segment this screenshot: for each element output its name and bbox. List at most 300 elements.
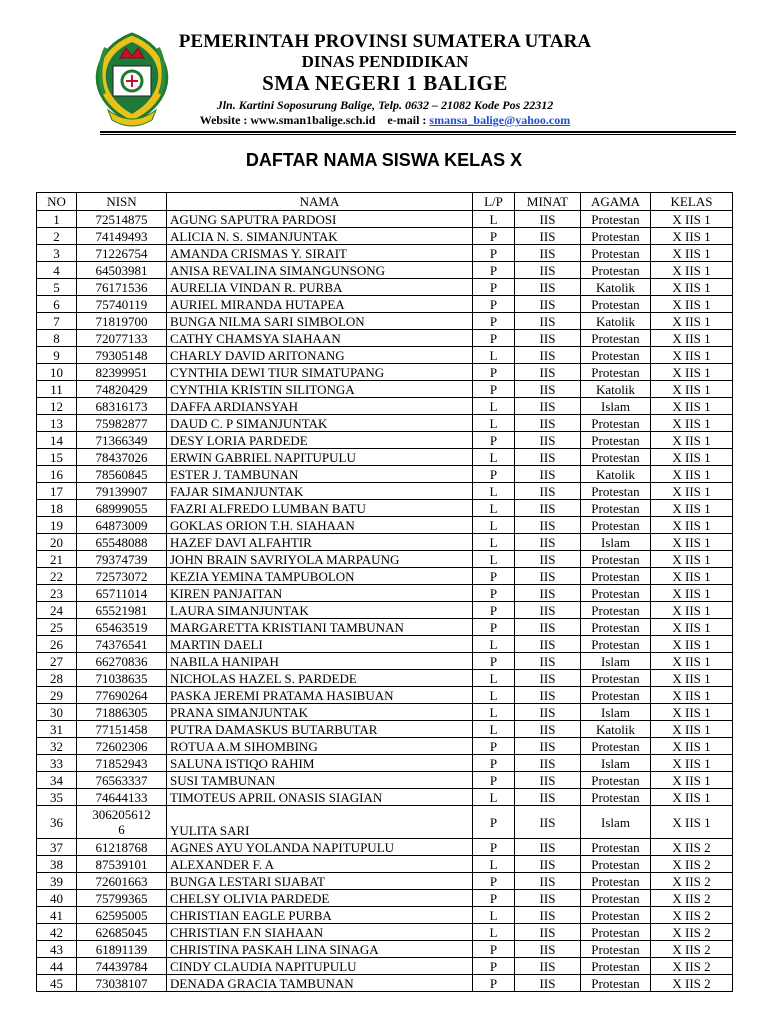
cell-nisn: 79305148 [77, 347, 167, 364]
cell-nama: ROTUA A.M SIHOMBING [167, 738, 473, 755]
cell-minat: IIS [515, 585, 581, 602]
contact-line [150, 113, 620, 128]
cell-minat: IIS [515, 806, 581, 839]
cell-lp: P [473, 941, 515, 958]
cell-lp: P [473, 806, 515, 839]
cell-no: 30 [37, 704, 77, 721]
cell-minat: IIS [515, 279, 581, 296]
cell-agama: Protestan [581, 687, 651, 704]
table-row [37, 619, 733, 636]
cell-agama: Protestan [581, 958, 651, 975]
table-header-row [37, 193, 733, 211]
cell-no: 12 [37, 398, 77, 415]
cell-agama: Islam [581, 704, 651, 721]
cell-kelas: X IIS 1 [651, 534, 733, 551]
cell-agama: Protestan [581, 856, 651, 873]
cell-kelas: X IIS 2 [651, 958, 733, 975]
table-row [37, 975, 733, 992]
cell-kelas: X IIS 2 [651, 839, 733, 856]
cell-lp: P [473, 619, 515, 636]
cell-no: 10 [37, 364, 77, 381]
cell-agama: Protestan [581, 296, 651, 313]
cell-nisn: 75799365 [77, 890, 167, 907]
table-row [37, 907, 733, 924]
cell-agama: Protestan [581, 568, 651, 585]
column-header-kelas: KELAS [651, 193, 733, 211]
cell-nama: ESTER J. TAMBUNAN [167, 466, 473, 483]
cell-nisn: 87539101 [77, 856, 167, 873]
cell-kelas: X IIS 1 [651, 449, 733, 466]
cell-lp: L [473, 789, 515, 806]
table-row [37, 517, 733, 534]
cell-lp: L [473, 211, 515, 228]
cell-minat: IIS [515, 856, 581, 873]
cell-no: 42 [37, 924, 77, 941]
cell-nama: DAFFA ARDIANSYAH [167, 398, 473, 415]
table-row [37, 330, 733, 347]
cell-nama: TIMOTEUS APRIL ONASIS SIAGIAN [167, 789, 473, 806]
cell-nisn: 75982877 [77, 415, 167, 432]
cell-lp: L [473, 500, 515, 517]
cell-kelas: X IIS 1 [651, 279, 733, 296]
cell-no: 7 [37, 313, 77, 330]
cell-minat: IIS [515, 890, 581, 907]
cell-nama: SUSI TAMBUNAN [167, 772, 473, 789]
cell-nisn: 82399951 [77, 364, 167, 381]
table-row [37, 228, 733, 245]
cell-nisn: 76171536 [77, 279, 167, 296]
cell-lp: P [473, 330, 515, 347]
cell-nisn: 73038107 [77, 975, 167, 992]
cell-minat: IIS [515, 449, 581, 466]
cell-lp: L [473, 721, 515, 738]
cell-kelas: X IIS 1 [651, 551, 733, 568]
cell-agama: Protestan [581, 245, 651, 262]
cell-no: 45 [37, 975, 77, 992]
cell-agama: Protestan [581, 483, 651, 500]
cell-nisn: 306205612 6 [77, 806, 167, 839]
table-row [37, 568, 733, 585]
cell-lp: P [473, 755, 515, 772]
cell-kelas: X IIS 2 [651, 941, 733, 958]
cell-nama: NABILA HANIPAH [167, 653, 473, 670]
cell-nisn: 61891139 [77, 941, 167, 958]
cell-nama: KEZIA YEMINA TAMPUBOLON [167, 568, 473, 585]
cell-minat: IIS [515, 619, 581, 636]
cell-nama: CHRISTIAN EAGLE PURBA [167, 907, 473, 924]
table-row [37, 245, 733, 262]
cell-nisn: 78560845 [77, 466, 167, 483]
cell-kelas: X IIS 1 [651, 772, 733, 789]
cell-no: 37 [37, 839, 77, 856]
cell-lp: L [473, 636, 515, 653]
cell-agama: Protestan [581, 500, 651, 517]
cell-kelas: X IIS 1 [651, 721, 733, 738]
table-row [37, 551, 733, 568]
cell-lp: P [473, 313, 515, 330]
cell-nama: NICHOLAS HAZEL S. PARDEDE [167, 670, 473, 687]
cell-lp: P [473, 432, 515, 449]
table-row [37, 941, 733, 958]
cell-minat: IIS [515, 466, 581, 483]
cell-minat: IIS [515, 398, 581, 415]
cell-nisn: 76563337 [77, 772, 167, 789]
cell-lp: P [473, 958, 515, 975]
cell-no: 32 [37, 738, 77, 755]
cell-kelas: X IIS 1 [651, 738, 733, 755]
cell-minat: IIS [515, 907, 581, 924]
cell-kelas: X IIS 1 [651, 296, 733, 313]
cell-nama: ALEXANDER F. A [167, 856, 473, 873]
cell-minat: IIS [515, 873, 581, 890]
column-header-nisn: NISN [77, 193, 167, 211]
cell-nama: ERWIN GABRIEL NAPITUPULU [167, 449, 473, 466]
cell-no: 25 [37, 619, 77, 636]
cell-lp: P [473, 296, 515, 313]
cell-nisn: 74820429 [77, 381, 167, 398]
cell-nama: CHRISTINA PASKAH LINA SINAGA [167, 941, 473, 958]
cell-no: 14 [37, 432, 77, 449]
email-label: e-mail : [387, 113, 427, 127]
cell-agama: Islam [581, 806, 651, 839]
cell-no: 34 [37, 772, 77, 789]
cell-nama: CHELSY OLIVIA PARDEDE [167, 890, 473, 907]
cell-kelas: X IIS 2 [651, 856, 733, 873]
cell-agama: Islam [581, 534, 651, 551]
table-row [37, 958, 733, 975]
cell-lp: P [473, 890, 515, 907]
table-row [37, 890, 733, 907]
cell-minat: IIS [515, 500, 581, 517]
cell-agama: Katolik [581, 279, 651, 296]
table-row [37, 364, 733, 381]
cell-nisn: 72514875 [77, 211, 167, 228]
cell-nama: MARGARETTA KRISTIANI TAMBUNAN [167, 619, 473, 636]
cell-kelas: X IIS 1 [651, 262, 733, 279]
cell-no: 19 [37, 517, 77, 534]
cell-no: 17 [37, 483, 77, 500]
cell-agama: Islam [581, 398, 651, 415]
table-row [37, 687, 733, 704]
cell-kelas: X IIS 1 [651, 330, 733, 347]
cell-minat: IIS [515, 687, 581, 704]
cell-minat: IIS [515, 653, 581, 670]
table-row [37, 772, 733, 789]
cell-kelas: X IIS 1 [651, 364, 733, 381]
cell-nisn: 77690264 [77, 687, 167, 704]
cell-kelas: X IIS 1 [651, 466, 733, 483]
cell-nama: AMANDA CRISMAS Y. SIRAIT [167, 245, 473, 262]
document-title: DAFTAR NAMA SISWA KELAS X [245, 150, 523, 170]
cell-minat: IIS [515, 381, 581, 398]
cell-no: 4 [37, 262, 77, 279]
school-address: Jln. Kartini Soposurung Balige, Telp. 0632 – 21082 Kode Pos 22312 [216, 98, 554, 112]
table-row [37, 313, 733, 330]
cell-no: 23 [37, 585, 77, 602]
cell-nama: FAZRI ALFREDO LUMBAN BATU [167, 500, 473, 517]
table-row [37, 755, 733, 772]
cell-nama: CYNTHIA KRISTIN SILITONGA [167, 381, 473, 398]
cell-minat: IIS [515, 211, 581, 228]
cell-lp: P [473, 568, 515, 585]
cell-nisn: 68999055 [77, 500, 167, 517]
website-text: Website : www.sman1balige.sch.id [199, 113, 376, 127]
cell-minat: IIS [515, 924, 581, 941]
cell-no: 11 [37, 381, 77, 398]
cell-kelas: X IIS 1 [651, 755, 733, 772]
cell-nisn: 77151458 [77, 721, 167, 738]
cell-minat: IIS [515, 704, 581, 721]
cell-no: 8 [37, 330, 77, 347]
cell-agama: Islam [581, 653, 651, 670]
table-row [37, 415, 733, 432]
table-row [37, 653, 733, 670]
cell-minat: IIS [515, 330, 581, 347]
cell-agama: Protestan [581, 211, 651, 228]
cell-nama: PUTRA DAMASKUS BUTARBUTAR [167, 721, 473, 738]
cell-no: 18 [37, 500, 77, 517]
cell-nisn: 62595005 [77, 907, 167, 924]
table-row [37, 721, 733, 738]
cell-agama: Protestan [581, 551, 651, 568]
cell-lp: P [473, 873, 515, 890]
cell-nama: CATHY CHAMSYA SIAHAAN [167, 330, 473, 347]
cell-minat: IIS [515, 839, 581, 856]
cell-no: 13 [37, 415, 77, 432]
cell-no: 21 [37, 551, 77, 568]
letterhead [0, 0, 768, 132]
cell-nisn: 74439784 [77, 958, 167, 975]
cell-agama: Protestan [581, 890, 651, 907]
cell-lp: P [473, 839, 515, 856]
cell-nisn: 79139907 [77, 483, 167, 500]
table-row [37, 806, 733, 839]
cell-lp: L [473, 670, 515, 687]
cell-nama: BUNGA NILMA SARI SIMBOLON [167, 313, 473, 330]
cell-agama: Katolik [581, 721, 651, 738]
cell-lp: L [473, 907, 515, 924]
school-name: SMA NEGERI 1 BALIGE [262, 71, 508, 95]
cell-kelas: X IIS 1 [651, 228, 733, 245]
cell-nama: AURELIA VINDAN R. PURBA [167, 279, 473, 296]
cell-kelas: X IIS 1 [651, 585, 733, 602]
cell-lp: L [473, 415, 515, 432]
cell-agama: Protestan [581, 347, 651, 364]
cell-no: 44 [37, 958, 77, 975]
cell-kelas: X IIS 1 [651, 483, 733, 500]
table-row [37, 924, 733, 941]
table-row [37, 347, 733, 364]
cell-minat: IIS [515, 313, 581, 330]
table-row [37, 398, 733, 415]
cell-agama: Protestan [581, 772, 651, 789]
cell-kelas: X IIS 1 [651, 313, 733, 330]
cell-nisn: 72573072 [77, 568, 167, 585]
table-row [37, 296, 733, 313]
cell-lp: P [473, 381, 515, 398]
cell-kelas: X IIS 2 [651, 924, 733, 941]
cell-lp: L [473, 704, 515, 721]
cell-minat: IIS [515, 789, 581, 806]
cell-kelas: X IIS 1 [651, 415, 733, 432]
cell-lp: L [473, 347, 515, 364]
cell-nama: YULITA SARI [167, 806, 473, 839]
cell-agama: Protestan [581, 364, 651, 381]
cell-agama: Protestan [581, 941, 651, 958]
table-row [37, 449, 733, 466]
department-line: DINAS PENDIDIKAN [301, 52, 469, 71]
cell-nisn: 65521981 [77, 602, 167, 619]
cell-nama: MARTIN DAELI [167, 636, 473, 653]
cell-no: 43 [37, 941, 77, 958]
cell-nisn: 71366349 [77, 432, 167, 449]
cell-nisn: 74644133 [77, 789, 167, 806]
cell-nisn: 71886305 [77, 704, 167, 721]
cell-kelas: X IIS 1 [651, 381, 733, 398]
table-row [37, 211, 733, 228]
cell-nisn: 78437026 [77, 449, 167, 466]
cell-nama: CHRISTIAN F.N SIAHAAN [167, 924, 473, 941]
cell-lp: L [473, 483, 515, 500]
cell-nama: GOKLAS ORION T.H. SIAHAAN [167, 517, 473, 534]
cell-agama: Katolik [581, 381, 651, 398]
table-row [37, 483, 733, 500]
government-line: PEMERINTAH PROVINSI SUMATERA UTARA [178, 31, 592, 52]
cell-lp: P [473, 228, 515, 245]
cell-agama: Protestan [581, 907, 651, 924]
cell-lp: P [473, 602, 515, 619]
table-row [37, 873, 733, 890]
cell-no: 5 [37, 279, 77, 296]
cell-no: 26 [37, 636, 77, 653]
cell-nisn: 64503981 [77, 262, 167, 279]
cell-nisn: 68316173 [77, 398, 167, 415]
table-row [37, 500, 733, 517]
table-row [37, 704, 733, 721]
cell-minat: IIS [515, 364, 581, 381]
cell-nisn: 79374739 [77, 551, 167, 568]
table-body [37, 211, 733, 992]
cell-agama: Katolik [581, 313, 651, 330]
cell-nisn: 71852943 [77, 755, 167, 772]
cell-nisn: 74376541 [77, 636, 167, 653]
cell-no: 29 [37, 687, 77, 704]
cell-nama: KIREN PANJAITAN [167, 585, 473, 602]
cell-nama: CINDY CLAUDIA NAPITUPULU [167, 958, 473, 975]
cell-agama: Protestan [581, 873, 651, 890]
cell-kelas: X IIS 1 [651, 432, 733, 449]
table-row [37, 534, 733, 551]
cell-agama: Protestan [581, 415, 651, 432]
cell-nama: DENADA GRACIA TAMBUNAN [167, 975, 473, 992]
cell-agama: Protestan [581, 924, 651, 941]
cell-kelas: X IIS 1 [651, 687, 733, 704]
cell-nisn: 65463519 [77, 619, 167, 636]
cell-nama: PRANA SIMANJUNTAK [167, 704, 473, 721]
cell-kelas: X IIS 1 [651, 517, 733, 534]
cell-nisn: 72601663 [77, 873, 167, 890]
column-header-agama: AGAMA [581, 193, 651, 211]
cell-nisn: 61218768 [77, 839, 167, 856]
cell-agama: Protestan [581, 262, 651, 279]
cell-minat: IIS [515, 670, 581, 687]
cell-nama: AURIEL MIRANDA HUTAPEA [167, 296, 473, 313]
cell-agama: Protestan [581, 738, 651, 755]
cell-no: 27 [37, 653, 77, 670]
cell-no: 24 [37, 602, 77, 619]
cell-nisn: 74149493 [77, 228, 167, 245]
cell-kelas: X IIS 1 [651, 500, 733, 517]
cell-no: 38 [37, 856, 77, 873]
cell-minat: IIS [515, 262, 581, 279]
cell-no: 41 [37, 907, 77, 924]
cell-lp: L [473, 924, 515, 941]
cell-kelas: X IIS 1 [651, 653, 733, 670]
cell-kelas: X IIS 1 [651, 704, 733, 721]
email-link[interactable]: smansa_balige@yahoo.com [429, 113, 571, 127]
cell-kelas: X IIS 1 [651, 806, 733, 839]
cell-no: 15 [37, 449, 77, 466]
header-divider-thin [100, 134, 736, 135]
cell-agama: Protestan [581, 975, 651, 992]
table-row [37, 381, 733, 398]
cell-no: 9 [37, 347, 77, 364]
cell-minat: IIS [515, 738, 581, 755]
cell-nisn: 64873009 [77, 517, 167, 534]
cell-lp: L [473, 517, 515, 534]
cell-kelas: X IIS 1 [651, 670, 733, 687]
cell-agama: Protestan [581, 636, 651, 653]
cell-nama: DESY LORIA PARDEDE [167, 432, 473, 449]
cell-nisn: 65711014 [77, 585, 167, 602]
column-header-minat: MINAT [515, 193, 581, 211]
cell-no: 6 [37, 296, 77, 313]
cell-nisn: 75740119 [77, 296, 167, 313]
cell-nisn: 65548088 [77, 534, 167, 551]
cell-agama: Protestan [581, 619, 651, 636]
cell-lp: P [473, 772, 515, 789]
cell-lp: P [473, 279, 515, 296]
cell-nama: BUNGA LESTARI SIJABAT [167, 873, 473, 890]
cell-nama: ALICIA N. S. SIMANJUNTAK [167, 228, 473, 245]
cell-nama: FAJAR SIMANJUNTAK [167, 483, 473, 500]
cell-no: 40 [37, 890, 77, 907]
cell-no: 31 [37, 721, 77, 738]
cell-agama: Protestan [581, 449, 651, 466]
cell-nisn: 71038635 [77, 670, 167, 687]
table-row [37, 602, 733, 619]
cell-no: 2 [37, 228, 77, 245]
cell-kelas: X IIS 1 [651, 211, 733, 228]
cell-kelas: X IIS 1 [651, 619, 733, 636]
table-row [37, 262, 733, 279]
cell-no: 39 [37, 873, 77, 890]
cell-minat: IIS [515, 551, 581, 568]
table-row [37, 789, 733, 806]
cell-lp: P [473, 585, 515, 602]
cell-lp: L [473, 449, 515, 466]
cell-no: 28 [37, 670, 77, 687]
cell-minat: IIS [515, 347, 581, 364]
cell-minat: IIS [515, 483, 581, 500]
cell-lp: L [473, 398, 515, 415]
cell-nama: SALUNA ISTIQO RAHIM [167, 755, 473, 772]
table-row [37, 279, 733, 296]
cell-kelas: X IIS 1 [651, 245, 733, 262]
cell-kelas: X IIS 1 [651, 398, 733, 415]
cell-nama: LAURA SIMANJUNTAK [167, 602, 473, 619]
cell-nama: JOHN BRAIN SAVRIYOLA MARPAUNG [167, 551, 473, 568]
